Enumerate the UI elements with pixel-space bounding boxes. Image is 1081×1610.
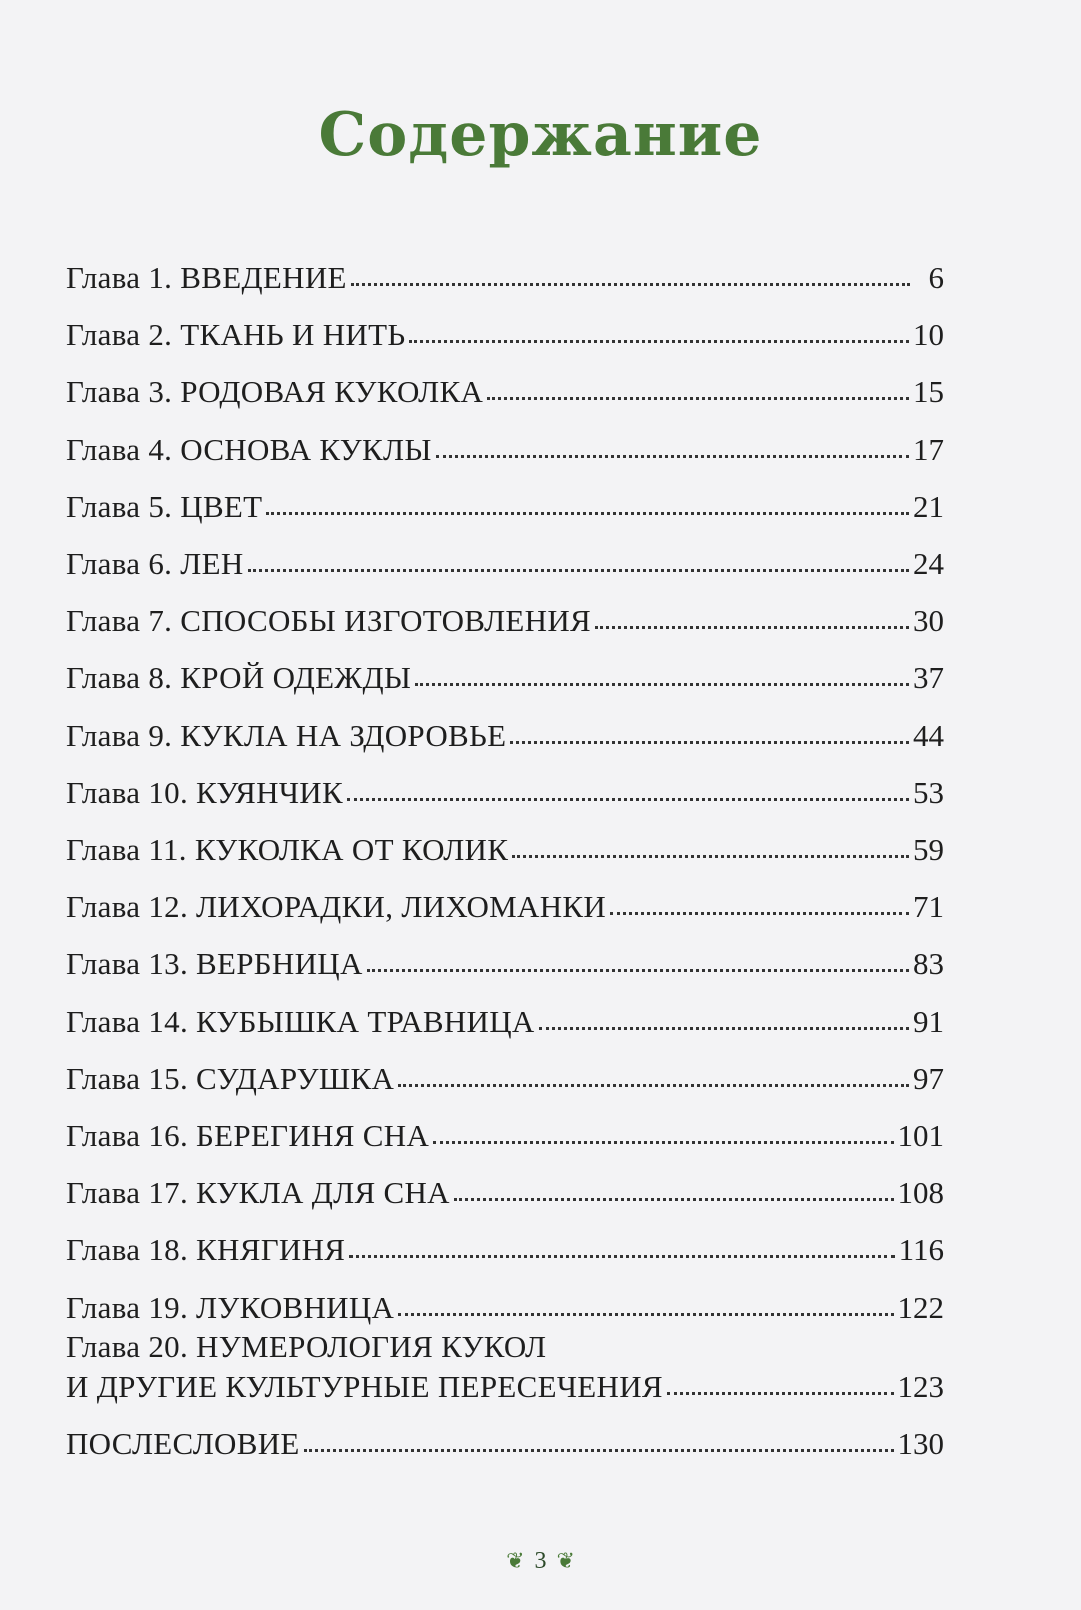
toc-entry	[66, 1059, 944, 1099]
dot-leader	[512, 855, 909, 858]
dot-leader	[398, 1313, 893, 1316]
toc-entry-page: 37	[913, 660, 944, 696]
toc-entry-page: 53	[913, 774, 944, 810]
dot-leader	[539, 1027, 909, 1030]
toc-entry	[66, 887, 944, 927]
toc-entry	[66, 601, 944, 641]
toc-entry-label: Глава 4. ОСНОВА КУКЛЫ	[66, 431, 432, 467]
toc-entry-page: 83	[913, 946, 944, 982]
dot-leader	[409, 340, 909, 343]
toc-entry-page: 44	[913, 717, 944, 753]
page-title: Содержание	[318, 100, 763, 170]
dot-leader	[667, 1392, 894, 1395]
toc-entry-page: 130	[897, 1426, 944, 1461]
toc-entry	[66, 1230, 944, 1270]
toc-entry-label: Глава 1. ВВЕДЕНИЕ	[66, 260, 347, 295]
dot-leader	[266, 512, 909, 515]
toc-entry-label: Глава 14. КУБЫШКА ТРАВНИЦА	[66, 1003, 535, 1039]
toc-entry-page: 59	[913, 832, 944, 867]
toc-entry-label: Глава 15. СУДАРУШКА	[66, 1060, 395, 1096]
toc-entry-label: Глава 5. ЦВЕТ	[66, 488, 263, 524]
dot-leader	[487, 397, 909, 400]
toc-entry-page: 6	[928, 260, 944, 295]
dot-leader	[248, 569, 909, 572]
toc-entry-label: Глава 8. КРОЙ ОДЕЖДЫ	[66, 660, 412, 696]
toc-entry-page: 17	[913, 431, 944, 467]
toc-entry-page: 123	[897, 1369, 944, 1404]
toc-entry	[66, 1116, 944, 1156]
dot-leader	[436, 455, 909, 458]
toc-entry-label: Глава 10. КУЯНЧИК	[66, 774, 343, 810]
toc-entry-label: Глава 17. КУКЛА ДЛЯ СНА	[66, 1175, 450, 1211]
toc-entry-page: 15	[913, 374, 944, 410]
toc-entry-page: 21	[913, 488, 944, 524]
dot-leader	[349, 1255, 894, 1258]
dot-leader	[415, 683, 909, 686]
toc-entry	[66, 372, 944, 412]
toc-entry-label: Глава 13. ВЕРБНИЦА	[66, 946, 363, 982]
dot-leader	[610, 912, 909, 915]
toc-entry-page: 10	[913, 317, 944, 353]
toc-entry-label: И ДРУГИЕ КУЛЬТУРНЫЕ ПЕРЕСЕЧЕНИЯ	[66, 1369, 663, 1404]
toc-entry-label: Глава 18. КНЯГИНЯ	[66, 1232, 346, 1268]
toc-entry-label: ПОСЛЕСЛОВИЕ	[66, 1426, 300, 1461]
toc-entry	[66, 1288, 944, 1328]
dot-leader	[347, 798, 909, 801]
toc-entry	[66, 430, 944, 470]
toc-entry	[66, 830, 944, 870]
dot-leader	[398, 1084, 909, 1087]
toc-entry	[66, 315, 944, 355]
toc-entry-afterword	[66, 1424, 944, 1464]
toc-entry	[66, 544, 944, 584]
toc-entry-page: 71	[913, 889, 944, 925]
toc-entry	[66, 944, 944, 984]
toc-entry	[66, 1173, 944, 1213]
toc-entry-page: 108	[897, 1175, 944, 1211]
toc-entry-label: Глава 19. ЛУКОВНИЦА	[66, 1289, 395, 1325]
dot-leader	[510, 741, 909, 744]
ornament-right-icon: ❦	[556, 1548, 575, 1573]
toc-entry-label: Глава 12. ЛИХОРАДКИ, ЛИХОМАНКИ	[66, 889, 607, 925]
toc-entry-label: Глава 7. СПОСОБЫ ИЗГОТОВЛЕНИЯ	[66, 603, 592, 639]
dot-leader	[351, 283, 910, 286]
toc-entry-label: Глава 2. ТКАНЬ И НИТЬ	[66, 317, 406, 353]
toc-entry-page: 116	[898, 1232, 944, 1268]
toc-entry	[66, 1002, 944, 1042]
toc-entry	[66, 716, 944, 756]
toc-entry-label: Глава 11. КУКОЛКА ОТ КОЛИК	[66, 832, 509, 867]
toc-entry-20-line1: Глава 20. НУМЕРОЛОГИЯ КУКОЛ	[66, 1329, 547, 1364]
dot-leader	[367, 969, 909, 972]
toc-entry-label: Глава 6. ЛЕН	[66, 546, 244, 581]
toc-entry-label: Глава 3. РОДОВАЯ КУКОЛКА	[66, 374, 484, 410]
dot-leader	[454, 1198, 894, 1201]
toc-entry-20	[66, 1367, 944, 1407]
toc-entry	[66, 258, 944, 298]
toc-entry	[66, 658, 944, 698]
dot-leader	[433, 1141, 893, 1144]
dot-leader	[304, 1449, 894, 1452]
toc-entry-page: 122	[897, 1289, 944, 1325]
toc-entry	[66, 487, 944, 527]
toc-entry-label: Глава 16. БЕРЕГИНЯ СНА	[66, 1118, 430, 1153]
page-footer	[0, 1548, 1081, 1575]
dot-leader	[595, 626, 909, 629]
toc-entry-label: Глава 9. КУКЛА НА ЗДОРОВЬЕ	[66, 717, 507, 753]
toc-entry-page: 30	[913, 603, 944, 639]
toc-entry-page: 24	[913, 546, 944, 581]
toc-entry-page: 97	[913, 1060, 944, 1096]
ornament-left-icon: ❦	[506, 1548, 525, 1573]
page-number: 3	[534, 1548, 547, 1574]
toc-entry-page: 91	[913, 1003, 944, 1039]
toc-entry	[66, 773, 944, 813]
toc-entry-page: 101	[897, 1118, 944, 1153]
